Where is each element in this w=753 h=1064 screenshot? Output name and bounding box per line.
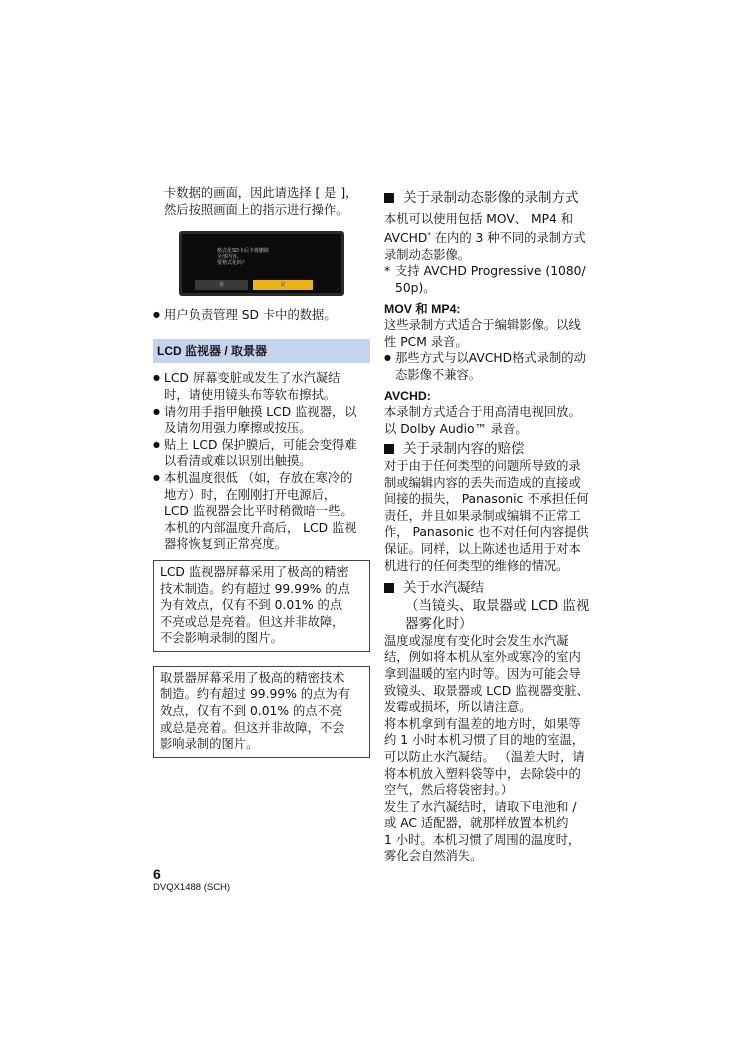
viewfinder-precision-note <box>153 666 370 758</box>
lcd-bullet-item <box>153 370 370 403</box>
body-text: 这些录制方式适合于编辑影像。以线 <box>384 318 581 333</box>
recording-format-body <box>384 211 601 264</box>
lcd-bullet-text: 地方）时，在刚刚打开电源后， <box>164 487 337 502</box>
condensation-body <box>384 633 601 865</box>
note-line: 制造。约有超过 99.99% 的点为有 <box>160 687 350 702</box>
body-text: 机进行的任何类型的维修的情况。 <box>384 558 569 573</box>
lcd-bullet-text: 以看清或难以识别出触摸。 <box>164 454 312 469</box>
mov-mp4-body <box>384 317 601 350</box>
note-line: 不亮或总是亮着。但这并非故障， <box>160 614 345 629</box>
body-text: 性 PCM 录音。 <box>384 334 468 349</box>
body-text: 拿到温暖的室内时等。因为可能会导 <box>384 666 581 681</box>
screen-no-button: 否 <box>195 280 248 290</box>
screen-message-line: 格式化SD卡后卡将删除 <box>217 248 270 255</box>
note-line: LCD 监视器屏幕采用了极高的精密 <box>160 564 349 579</box>
screen-message-line: 全部内容。 <box>217 254 243 261</box>
footnote-mark: * <box>427 231 431 240</box>
lcd-bullet-text: 贴上 LCD 保护膜后，可能会变得难 <box>164 437 357 452</box>
lcd-bullet-text: 请勿用手指甲触摸 LCD 监视器，以 <box>164 404 357 419</box>
body-text: 温度或湿度有变化时会发生水汽凝 <box>384 633 569 648</box>
body-text: 约 1 小时本机习惯了目的地的室温， <box>384 733 585 748</box>
body-text: 或 AC 适配器，就那样放置本机约 <box>384 816 569 831</box>
bullet-text: 态影像不兼容。 <box>395 368 482 383</box>
lcd-bullet-text: 本机的内部温度升高后， LCD 监视 <box>164 520 357 535</box>
body-text: 在内的 3 种不同的录制方式 <box>430 231 586 246</box>
lcd-bullet-text: LCD 屏幕变脏或发生了水汽凝结 <box>164 371 341 386</box>
mov-compat-bullet <box>384 350 601 383</box>
lcd-bullet-text: LCD 监视器会比平时稍微暗一些。 <box>164 504 353 519</box>
note-line: 影响录制的图片。 <box>160 737 259 752</box>
compensation-heading <box>384 441 601 458</box>
intro-line-2: 然后按照画面上的指示进行操作。 <box>164 202 349 217</box>
square-bullet-icon <box>384 583 394 593</box>
compensation-body <box>384 458 601 574</box>
body-text: 雾化会自然消失。 <box>384 849 483 864</box>
lcd-bullet-text: 时，请使用镜头布等软布擦拭。 <box>164 387 337 402</box>
bullet-text: 那些方式与以AVCHD格式录制的动 <box>395 351 586 366</box>
body-text: 将本机拿到有温差的地方时，如果等 <box>384 716 581 731</box>
note-text: 支持 AVCHD Progressive (1080/ <box>395 264 586 279</box>
body-text: 致镜头、取景器或 LCD 监视器变脏、 <box>384 683 589 698</box>
mov-mp4-label: MOV 和 MP4: <box>384 301 461 316</box>
body-text: 作， Panasonic 也不对任何内容提供 <box>384 525 589 540</box>
body-text: 责任，并且如果录制或编辑不正常工 <box>384 508 581 523</box>
body-text: 1 小时。本机习惯了周围的温度时， <box>384 832 581 847</box>
lcd-bullet-item <box>153 470 370 553</box>
body-text: 保证。同样，以上陈述也适用于对本 <box>384 541 581 556</box>
heading-text: 关于水汽凝结 <box>403 580 484 597</box>
body-text: 制或编辑内容的丢失而造成的直接或 <box>384 475 581 490</box>
body-text: 对于由于任何类型的问题所导致的录 <box>384 459 581 473</box>
condensation-subheading <box>384 597 601 633</box>
square-bullet-icon <box>384 444 394 454</box>
body-text: 本机可以使用包括 MOV、 MP4 和 <box>384 211 574 226</box>
lcd-bullet-text: 本机温度很低 （如，存放在寒冷的 <box>164 470 353 485</box>
screen-yes-button: 是 <box>253 280 313 290</box>
lcd-bullet-list <box>153 370 370 553</box>
lcd-bullet-item <box>153 437 370 470</box>
format-confirm-screen <box>179 231 344 296</box>
condensation-heading <box>384 580 601 597</box>
subheading-text: 器雾化时） <box>405 615 473 632</box>
screen-message <box>217 248 269 266</box>
body-text: 将本机放入塑料袋等中，去除袋中的 <box>384 766 581 781</box>
body-text: 录制动态影像。 <box>384 247 471 262</box>
lcd-section-title: LCD 监视器 / 取景器 <box>153 339 370 364</box>
page-number: 6 <box>153 866 161 882</box>
square-bullet-icon <box>384 193 394 203</box>
avchd-label: AVCHD: <box>384 388 431 403</box>
note-line: 取景器屏幕采用了极高的精密技术 <box>160 670 345 685</box>
body-text: 间接的损失， Panasonic 不承担任何 <box>384 492 589 507</box>
heading-text: 关于录制动态影像的录制方式 <box>403 190 579 206</box>
left-column <box>153 185 370 758</box>
intro-line-1: 卡数据的画面，因此请选择 [ 是 ]， <box>164 186 358 200</box>
model-code: DVQX1488 (SCH) <box>153 882 231 893</box>
body-text: 本录制方式适合于用高清电视回放。 <box>384 405 581 420</box>
lcd-bullet-text: 器将恢复到正常亮度。 <box>164 537 287 552</box>
note-line: 为有效点，仅有不到 0.01% 的点 <box>160 598 343 613</box>
page-footer <box>153 866 230 894</box>
avchd-body <box>384 404 601 437</box>
lcd-precision-note <box>153 560 370 652</box>
body-text: 发霉或损坏，所以请注意。 <box>384 700 532 715</box>
note-line: 或总是亮着。但这并非故障，不会 <box>160 720 345 735</box>
body-text: 结，例如将本机从室外或寒冷的室内 <box>384 650 581 665</box>
note-line: 效点，仅有不到 0.01% 的点不亮 <box>160 704 343 719</box>
heading-text: 关于录制内容的赔偿 <box>403 441 525 458</box>
body-text: 空气，然后将袋密封。） <box>384 783 514 798</box>
subheading-text: （当镜头、取景器或 LCD 监视 <box>405 597 590 614</box>
note-text: 50p)。 <box>395 281 436 296</box>
body-text: 可以防止水汽凝结。 （温差大时，请 <box>384 749 585 764</box>
screen-message-line: 要格式化吗？ <box>217 260 248 267</box>
lcd-bullet-text: 及请勿用强力摩擦或按压。 <box>164 421 312 436</box>
recording-format-heading <box>384 190 601 207</box>
right-column <box>384 190 601 865</box>
bullet-user-responsibility: ● 用户负责管理 SD 卡中的数据。 <box>153 307 370 324</box>
body-text: AVCHD <box>384 231 428 246</box>
body-text: 发生了水汽凝结时，请取下电池和 / <box>384 799 577 814</box>
avchd-progressive-note <box>384 263 601 296</box>
note-line: 不会影响录制的图片。 <box>160 631 283 646</box>
note-line: 技术制造。约有超过 99.99% 的点 <box>160 581 350 596</box>
body-text: 以 Dolby Audio™ 录音。 <box>384 421 528 436</box>
lcd-bullet-item <box>153 404 370 437</box>
